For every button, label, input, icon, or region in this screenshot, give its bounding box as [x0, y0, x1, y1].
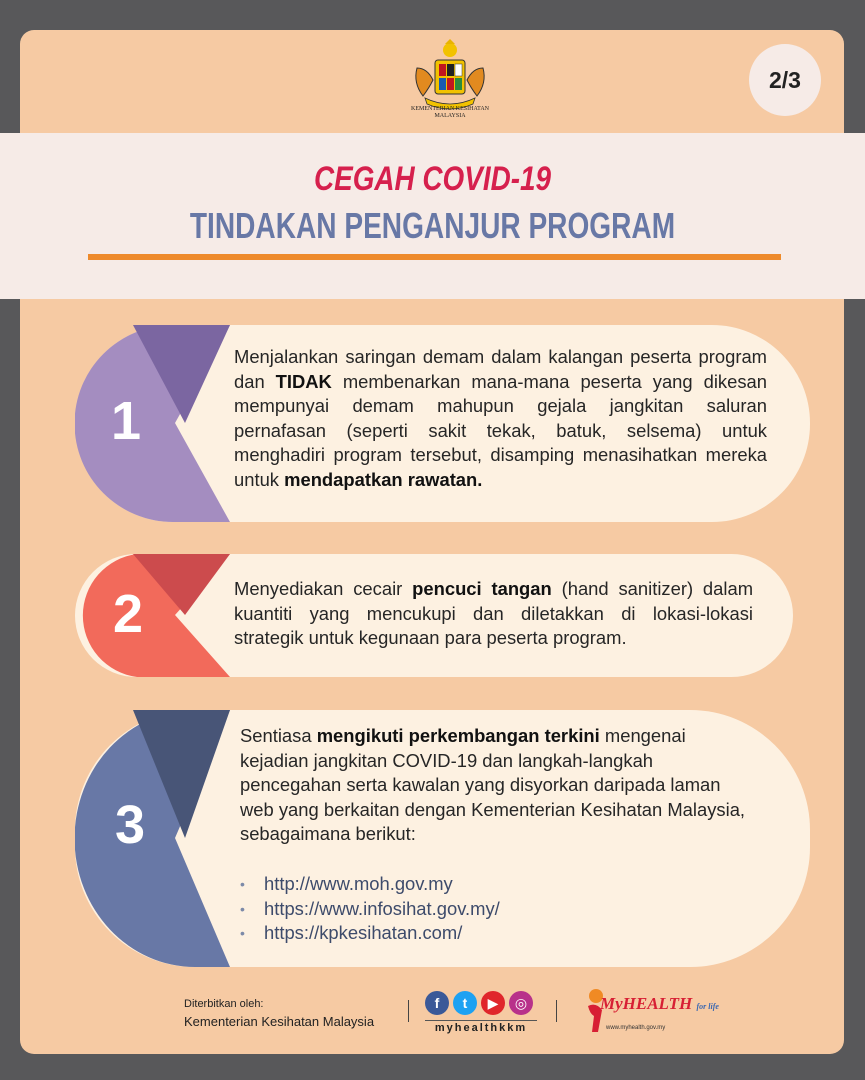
published-label: Diterbitkan oleh: [184, 998, 264, 1010]
facebook-icon[interactable]: f [425, 991, 449, 1015]
title-underline [88, 254, 781, 260]
instagram-icon[interactable]: ◎ [509, 991, 533, 1015]
social-handle: myhealthkkm [425, 1020, 537, 1034]
myhealth-url: www.myhealth.gov.my [606, 1025, 666, 1031]
link-kpkesihatan[interactable]: • https://kpkesihatan.com/ [240, 921, 500, 946]
ministry-caption: KEMENTERIAN KESIHATAN MALAYSIA [410, 106, 489, 119]
step-3-number: 3 [114, 795, 146, 855]
step-1-text: Menjalankan saringan demam dalam kalangan peserta program dan TIDAK membenarkan mana-mana peserta yang dikesan mempunyai demam mahupun gejala jangkitan saluran pernafasan (seperti sakit tekak, batuk, selsema) untuk menghadiri program tersebut, disamping menasihatkan mereka untuk mendapatkan rawatan. [234, 346, 767, 490]
title-line-1: CEGAH COVID-19 [313, 160, 552, 198]
step-3-text: Sentiasa mengikuti perkembangan terkini mengenai kejadian jangkitan COVID-19 dan langkah-langkah pencegahan serta kawalan yang disyorkan daripada laman web yang berkaitan dengan Kementerian Kesihatan Malaysia, sebagaimana berikut: [240, 725, 746, 844]
step-2-text: Menyediakan cecair pencuci tangan (hand sanitizer) dalam kuantiti yang mencukupi dan diletakkan di lokasi-lokasi strategik untuk kegunaan para peserta program. [234, 578, 754, 648]
link-moh[interactable]: • http://www.moh.gov.my [240, 872, 500, 897]
social-icons [425, 991, 533, 1015]
page-badge: 2/3 [749, 44, 821, 116]
footer-divider [556, 1000, 557, 1022]
step-3-links [240, 872, 500, 946]
footer-divider [408, 1000, 409, 1022]
youtube-icon[interactable]: ▶ [481, 991, 505, 1015]
publisher-name: Kementerian Kesihatan Malaysia [184, 1014, 375, 1029]
myhealth-brand: MyHEALTH for life [600, 994, 719, 1013]
step-1-number: 1 [110, 391, 142, 451]
twitter-icon[interactable]: t [453, 991, 477, 1015]
step-2-number: 2 [112, 584, 144, 644]
link-infosihat[interactable]: • https://www.infosihat.gov.my/ [240, 897, 500, 922]
title-line-2: TINDAKAN PENGANJUR PROGRAM [189, 205, 676, 246]
